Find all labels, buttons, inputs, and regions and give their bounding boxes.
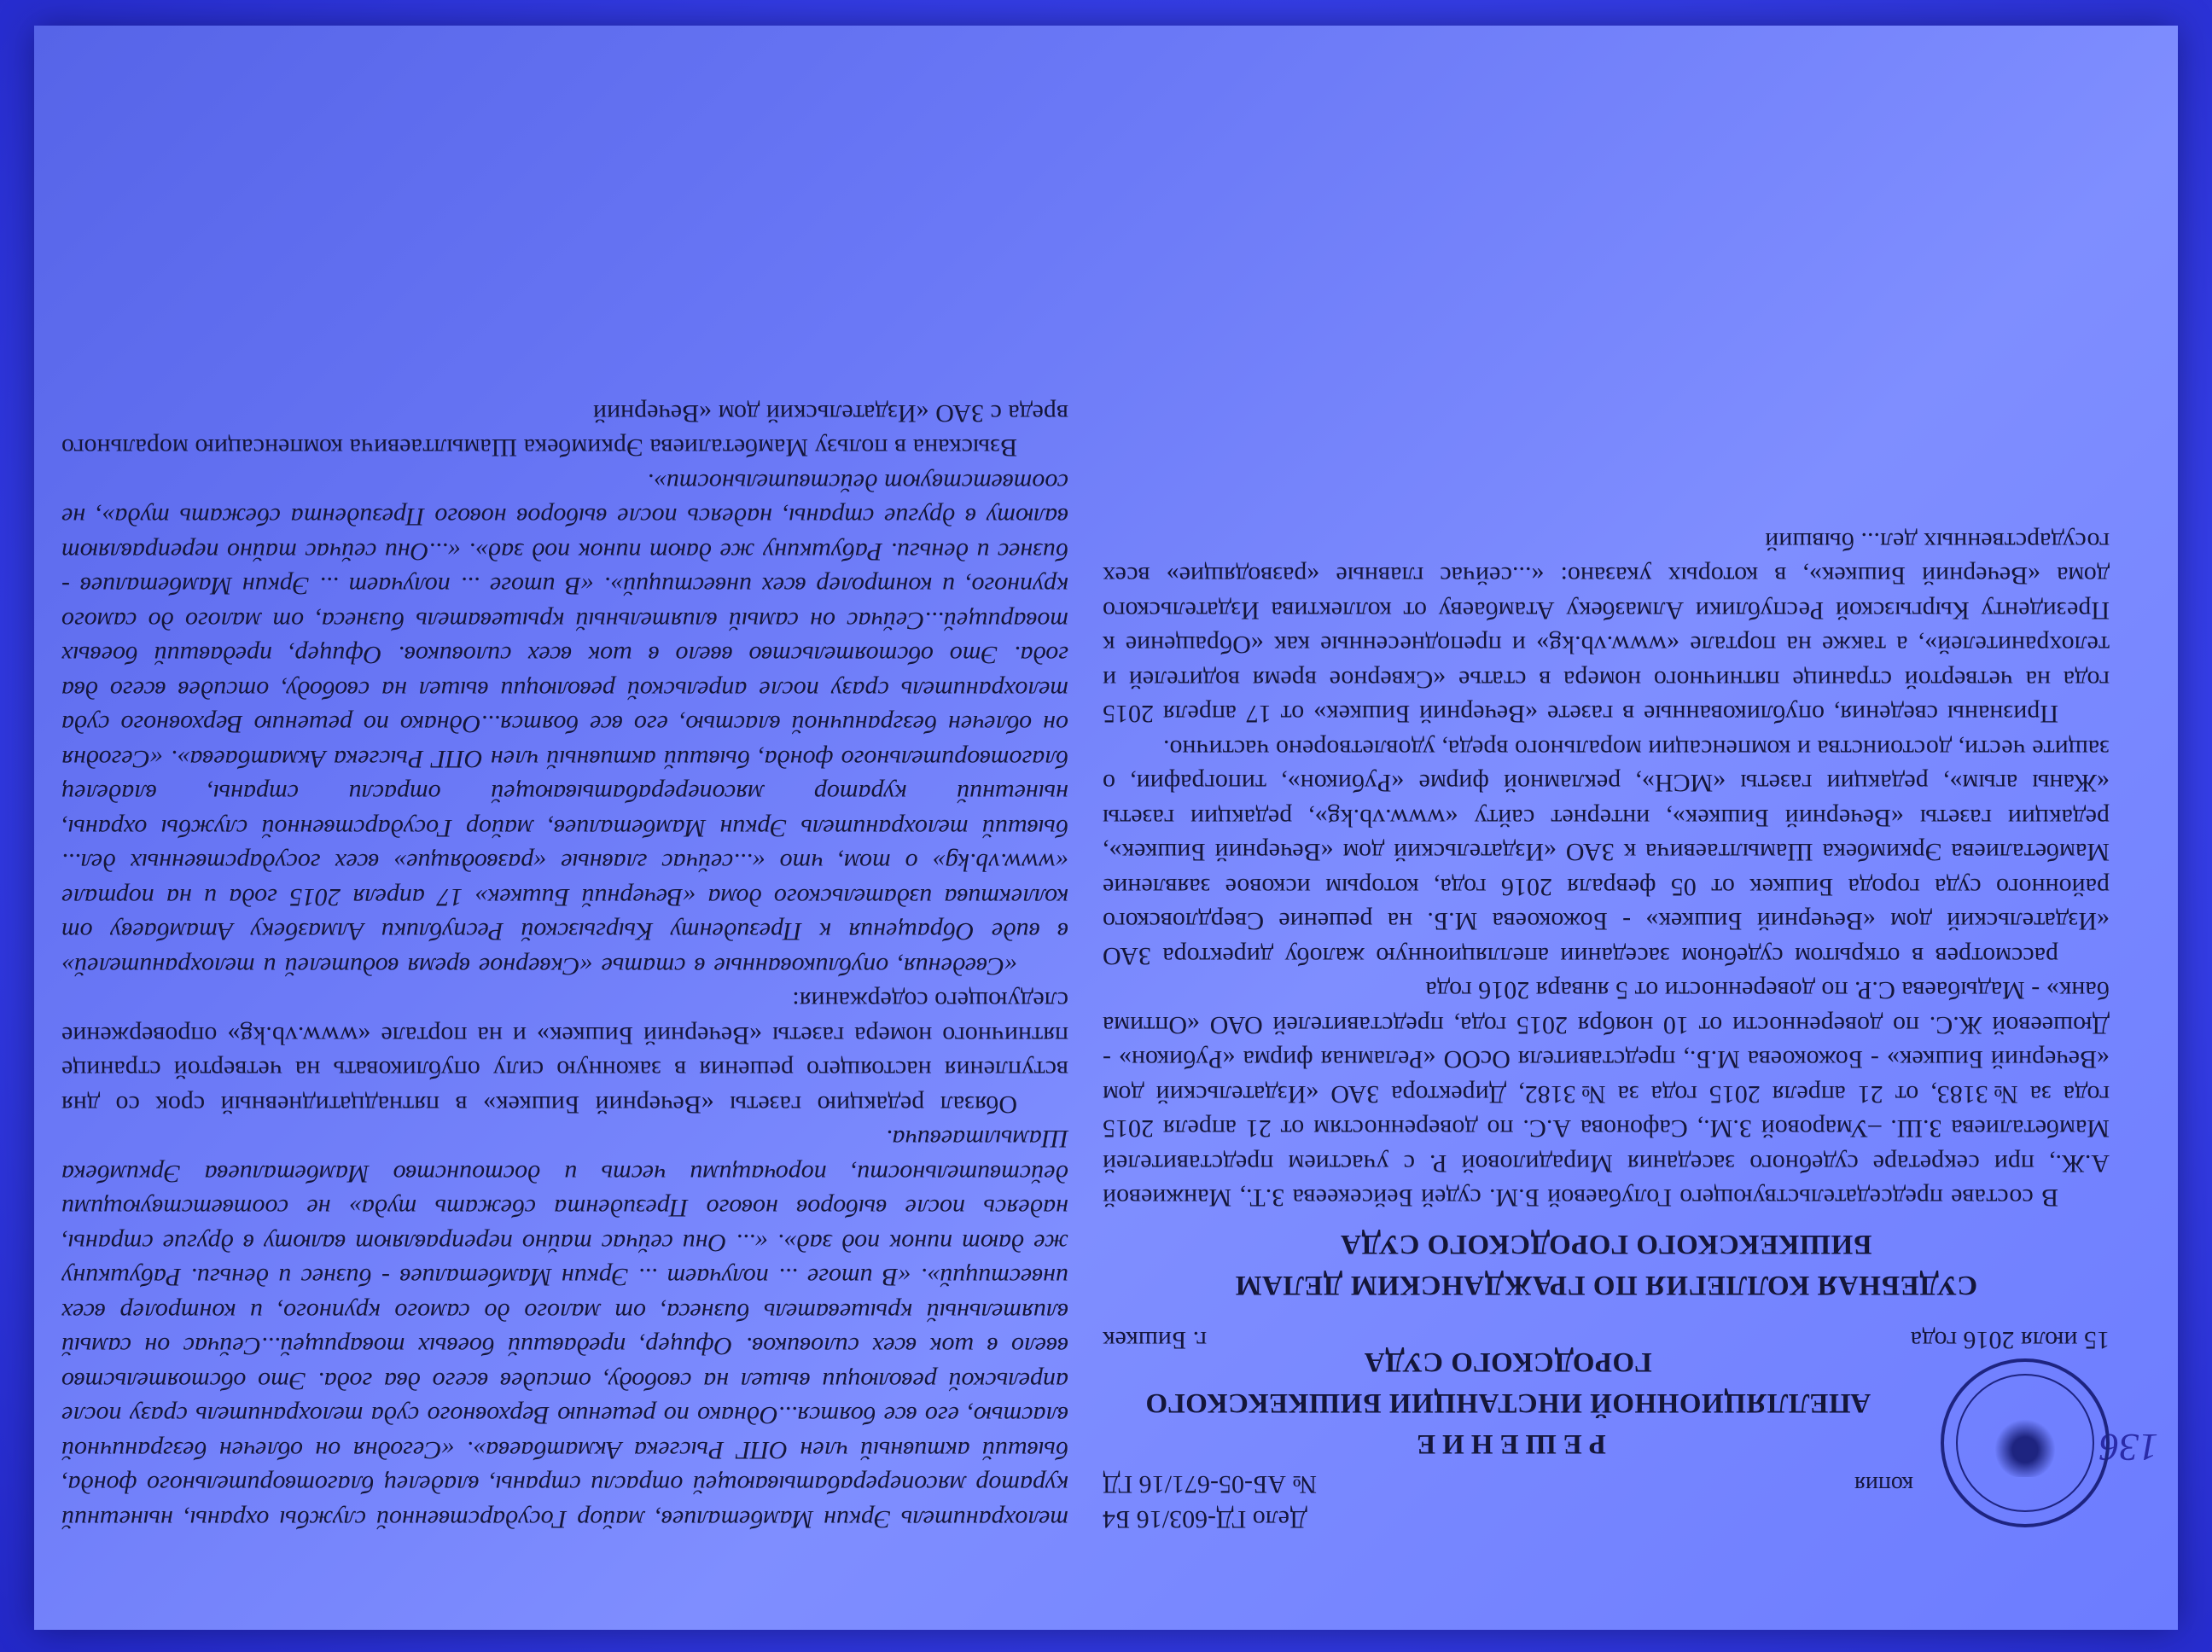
case-number-1: Дело ГД-603/16 Б4 (1103, 1505, 1307, 1533)
header-block (1103, 1347, 2110, 1536)
decision-title: РЕШЕНИЕ (1410, 1428, 1606, 1459)
court-title: ГОРОДСКОГО СУДА (1364, 1347, 1652, 1377)
case-number-2: № АБ-05-671/16 ГД (1103, 1470, 1318, 1499)
right-column (61, 396, 1068, 1537)
paragraph: В составе председательствующего Голубаевой Б.М. судей Бейсекеева З.Т., Манжиевой А.Ж., при секретаре судебного заседания Мирадиловой Р. с участием представителей Мамбеталиева З.Ш. –Умаровой З.М., Сафонова А.С. по доверенностям от 21 апреля 2015 года за №3183, от 21 апреля 2015 года за №3182, Директора ЗАО «Издательский дом «Вечерний Бишкек» - Божокоева М.Б., представителя ОсОО «Реламная фирма «Рубикон» - Дюшеевой Ж.С. по доверенности от 10 ноября 2015 года, представителей ОАО «Оптима банк» - Мадыбаева С.Р. по доверенности от 5 января 2016 года (1103, 976, 2110, 1213)
decision-city: г. Бишкек (1103, 1326, 1208, 1354)
paragraph: рассмотрев в открытом судебном заседании апелляционную жалобу директора ЗАО «Издательский дом «Вечерний Бишкек» - Божокоева М.Б. на решение Свердловского районного суда города Бишкек от 05 февраля 2016 года, которым исковое заявление Мамбеталиева Эркимбека Шамылтаевича к ЗАО «Издательский дом «Вечерний Бишкек», редакции газеты «Вечерний Бишкек», интернет сайту «www.vb.kg», редакции газеты «Жаны агым», редакции газеты «МСН», рекламной фирме «Рубикон», типографии, о защите чести, достоинства и компенсации морального вреда, удовлетворено частично. (1103, 735, 2110, 970)
paragraph: Обязал редакцию газеты «Вечерний Бишкек» в пятнадцатидневный срок со дня вступления настоящего решения в законную силу опубликовать на четвертой странице пятничного номера газеты «Вечерний Бишкек» и на портале «www.vb.kg» опровержение следующего содержания: (61, 986, 1068, 1119)
left-column (1103, 524, 2110, 1537)
court-seal-icon (1941, 1358, 2110, 1527)
copy-mark: копия (1854, 1471, 1913, 1498)
page-number: 136 (2099, 1426, 2158, 1469)
board-title: СУДЕБНАЯ КОЛЛЕГИЯ ПО ГРАЖДАНСКИМ ДЕЛАМ (1234, 1270, 1978, 1301)
paragraph: Признаны сведения, опубликованные в газете «Вечерний Бишкек» от 17 апреля 2015 года на четвертой странице пятничного номера в статье «Скверное время водителей и телохранителей», а также на портале «www.vb.kg» и преподнесенные как «Обращение к Президенту Кыргызской Республики Алмазбеку Атамбаеву от коллектива Издательского дома «Вечерний Бишкек», в которых указано: «...сейчас главные «разводящие» всех государственных дел... бывший (1103, 527, 2110, 729)
quoted-paragraph: «Сведения, опубликованные в статье «Скверное время водителей и телохранителей» в виде Обращения к Президенту Кыргызской Республики Алмазбеку Атамбаеву от коллектива издательского дома «Вечерний Бишкек» 17 апреля 2015 года и на портале «www.vb.kg» о том, что «...сейчас главные «разводящие» всех государственных дел... бывший телохранитель Эркин Мамбеталиев, майор Государственной службы охраны, нынешний куратор мясоперерабатывающей отрасли страны, владелец благотворительного фонда, бывший активный член ОПГ Рысгека Акматбаева». «Сегодня он облечен безграничной властью, его все боятся...Однако по решению Верховного суда телохранитель сразу после апрельской революции вышел на свободу, отсидев всего два года. Это обстоятельство ввело в шок всех силовиков. Офицер, предавший боевых товарищей...Сейчас он самый влиятельный крышеватель бизнеса, от малого до самого крупного, и контролер всех инвестиций». «В итоге ... получает ... Эркин Мамбеталиев - бизнес и деньги. Рабушкину же дают пинок под зад». «...Они сейчас тайно переправляют валюту в другие страны, надеясь после выборов нового Президента сбежать туда», не соответствуют действительности». (61, 468, 1068, 980)
case-number-row-2 (1103, 1467, 1913, 1502)
decision-date: 15 июля 2016 года (1910, 1326, 2110, 1354)
document-page (34, 26, 2178, 1630)
paragraph: Взыскана в пользу Мамбеталиева Эркимбека Шамылтаевича компенсацию морального вреда с ЗАО «Издательский дом «Вечерний (61, 399, 1068, 462)
case-number-row (1103, 1502, 1913, 1537)
instance-title: АПЕЛЛЯЦИОННОЙ ИНСТАНЦИИ БИШКЕКСКОГО (1144, 1387, 1871, 1418)
board-subtitle: БИШКЕКСКОГО ГОРОДСКОГО СУДА (1340, 1229, 1872, 1260)
quoted-paragraph: телохранитель Эркин Мамбеталиев, майор Государственной службы охраны, нынешний куратор мясоперерабатывающей отрасли страны, владелец благотворительного фонда, бывший активный член ОПГ Рысгека Акматбаева». «Сегодня он облечен безграничной властью, его все боятся...Однако по решению Верховного суда телохранитель сразу после апрельской революции вышел на свободу, отсидев всего два года. Это обстоятельство ввело в шок всех силовиков. Офицер, предавший боевых товарищей...Сейчас он самый влиятельный крышеватель бизнеса, от малого до самого крупного, и контролер всех инвестиций». «В итоге ... получает ... Эркин Мамбеталиев - бизнес и деньги. Рабушкину же дают пинок под зад». «... Они сейчас тайно переправляют валюту в другие страны, надеясь после выборов нового Президента сбежать туда» не соответствующими действительности, порочащими честь и достоинство Мамбеталиева Эркимбека Шамылтаевича. (61, 1125, 1068, 1533)
